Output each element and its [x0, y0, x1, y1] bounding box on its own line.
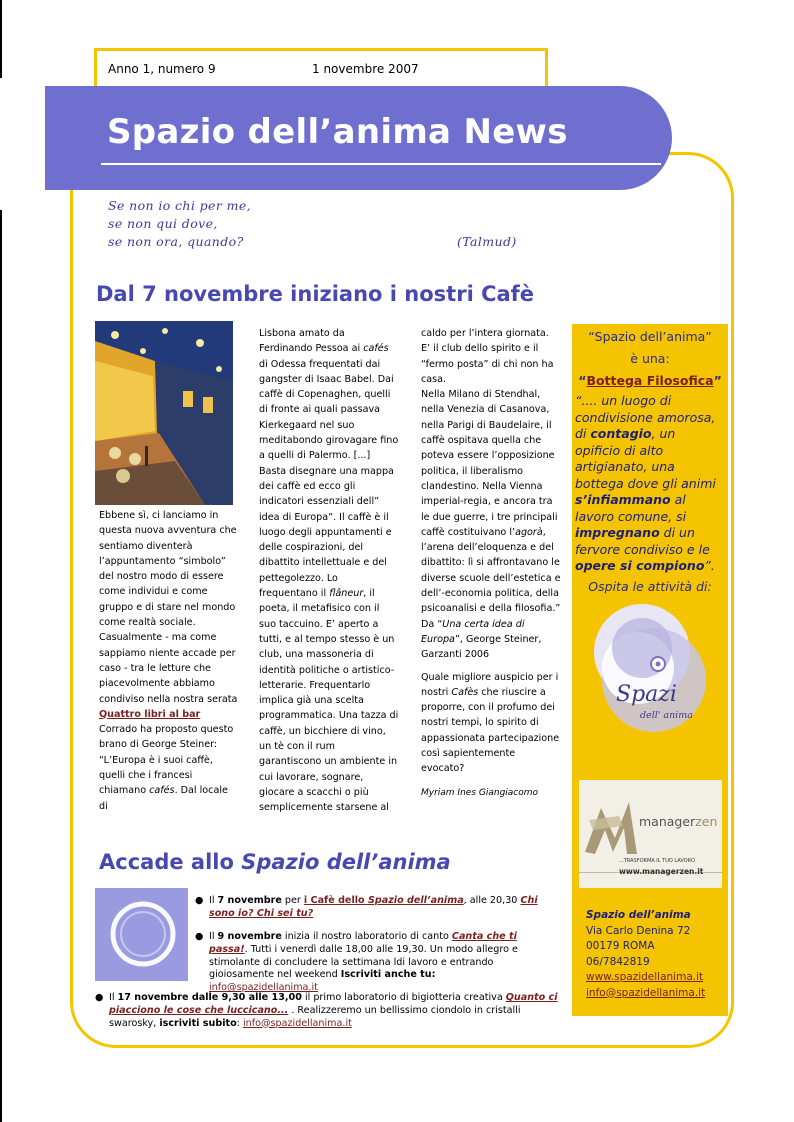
cafe-link-text: i Cafè dello: [303, 895, 368, 906]
col2-paragraph: [259, 326, 399, 816]
article-signature: Myriam Ines Giangiacomo: [421, 787, 539, 798]
article-column-3: [421, 326, 561, 801]
contact-address: [586, 908, 705, 1001]
col2-text: Lisbona amato da Ferdinando Pessoa ai: [259, 328, 364, 355]
bullet-icon: ●: [195, 931, 204, 942]
events-title: [99, 850, 451, 874]
event-text: . Realizzeremo un bellissimo ciondolo in cristalli swarosky,: [109, 1004, 521, 1029]
col1-text: Corrado ha proposto questo brano di George Steiner:: [99, 724, 234, 751]
col1-emphasis: cafés: [149, 785, 175, 797]
col3-paragraph: caldo per l’intera giornata. E’ il club dello spirito e il “fermo posta” di chi non ha casa.: [421, 328, 554, 385]
cafe-painting-image: [95, 321, 233, 505]
logo-word: Spazi: [616, 682, 677, 707]
sidebar-quote: [575, 393, 724, 575]
managerzen-url: www.managerzen.it: [619, 867, 704, 876]
event-text: , alle 20,30: [463, 895, 521, 906]
col1-paragraph: [99, 630, 239, 752]
sidebar-text: ”.: [704, 558, 715, 573]
event-text: :: [236, 1017, 243, 1029]
managerzen-wordmark: [639, 814, 717, 829]
sidebar-text: di un fervore condiviso e le: [575, 525, 710, 557]
website-link[interactable]: www.spazidellanima.it: [586, 971, 704, 983]
col3-emphasis: Una certa idea di Europa: [421, 618, 525, 645]
event-email-link[interactable]: info@spazidellanima.it: [242, 1017, 352, 1029]
bullet-icon: ●: [195, 895, 204, 906]
page-edge-mark: [0, 210, 2, 1122]
cafe-link[interactable]: [304, 895, 464, 906]
event-text: Il: [209, 931, 218, 942]
event-item-3: [95, 992, 561, 1030]
sidebar-link-wrap: “Bottega Filosofica”: [578, 373, 722, 388]
bullet-icon: ●: [95, 992, 104, 1003]
col1-text: Casualmente - ma come sappiamo niente accade per caso - tra le letture che piacevolmente abbiamo condiviso nella nostra serata: [99, 632, 238, 705]
event-date: 7 novembre: [217, 895, 282, 906]
event-cta: Iscriviti anche tu:: [340, 969, 436, 981]
col1-paragraph: Ebbene sì, ci lanciamo in questa nuova avventura che sentiamo diventerà l’appuntamento “simbolo” del nostro modo di essere come individui e come gruppo e di stare nel mondo come realtà sociale.: [99, 510, 237, 629]
quattro-libri-link[interactable]: Quattro libri al bar: [99, 708, 201, 720]
address-city: 00179 ROMA: [586, 940, 655, 952]
event-cta: iscriviti subito: [159, 1017, 237, 1029]
managerzen-logo: [579, 780, 722, 888]
col3-paragraph: [421, 617, 561, 663]
managerzen-word: manager: [639, 814, 696, 829]
col1-text: “L’Europa è i suoi caffè, quelli che i francesi chiamano: [99, 754, 213, 797]
article-title: Dal 7 novembre iniziano i nostri Cafè: [96, 282, 535, 306]
event-text: inizia il nostro laboratorio di canto: [281, 931, 452, 942]
article-column-1: [99, 508, 239, 814]
event-item-2: [195, 931, 547, 995]
events-title-emphasis: Spazio dell’anima: [241, 850, 451, 874]
event-item-1: [195, 895, 557, 921]
bottega-filosofica-link[interactable]: Bottega Filosofica: [586, 373, 714, 388]
address-phone: 06/7842819: [586, 955, 650, 968]
event-text: . Tutti i venerdì dalle 18,00 alle 19,30. Un modo allegro e stimolante di concludere la settimana ldi lavoro e entrando gioiosamente nel weekend: [209, 943, 518, 981]
col3-text: , l’arena dell’eloquenza e del dibattito: lì si affrontavano le diverse scuole dell’estetica e dell’-economia politica, della psicoanalisi e della filosofia.”: [421, 526, 561, 615]
col3-text: che riuscire a proporre, con il profumo dei nostri tempi, lo spirito di appassionata partecipazione così sapientemente evocato?: [421, 686, 560, 775]
event-email-link[interactable]: info@spazidellanima.it: [209, 982, 318, 994]
sidebar-hosts: Ospita le attività di:: [588, 578, 712, 594]
event-date: 9 novembre: [217, 931, 282, 942]
address-street: Via Carlo Denina 72: [586, 924, 691, 937]
event-text: Il: [209, 895, 218, 906]
sidebar-subheading: è una:: [630, 351, 670, 366]
event-date: 17 novembre dalle 9,30 alle 13,00: [117, 992, 302, 1003]
event-text: per: [281, 895, 304, 906]
quote-line-1: Se non io chi per me,: [108, 198, 252, 213]
logo-subword: dell' anima: [640, 710, 693, 721]
managerzen-tagline: ...TRASFORMA IL TUO LAVORO: [619, 858, 696, 864]
col2-emphasis: flâneur: [329, 588, 364, 600]
chi-sono-io-link[interactable]: Chi sono io? Chi sei tu?: [209, 895, 538, 919]
email-link[interactable]: info@spazidellanima.it: [586, 986, 706, 999]
col3-text: Da “: [421, 618, 443, 630]
col3-text: Quale migliore auspicio per i nostri: [421, 671, 559, 698]
quote-source: (Talmud): [457, 234, 517, 249]
events-title-text: Accade allo: [99, 850, 242, 874]
sidebar-text: al lavoro comune, si: [575, 492, 687, 524]
col3-text: Nella Milano di Stendhal, nella Venezia di Casanova, nella Parigi di Baudelaire, il caffè ospitava quella che poteva essere l’opposizione politica, il liberalismo clandestino. Nella Vienna imperial-regia, e ancora tra le due guerre, i tre principali caffè costituivano l’: [421, 389, 558, 538]
bigiotteria-link[interactable]: Quanto ci piacciono le cose che luccicano...: [109, 992, 558, 1016]
col3-emphasis: agorà: [515, 526, 543, 538]
banner-rule: [101, 163, 661, 165]
event-text: Il: [109, 992, 118, 1003]
issue-date: 1 novembre 2007: [312, 62, 419, 76]
address-name: Spazio dell’anima: [586, 909, 691, 921]
event-text: il primo laboratorio di bigiotteria creativa: [301, 992, 506, 1003]
col3-text: ”, George Steiner, Garzanti 2006: [421, 633, 542, 661]
col1-paragraph: [99, 753, 239, 814]
issue-number: Anno 1, numero 9: [108, 62, 216, 76]
col2-emphasis: cafés: [363, 343, 389, 355]
article-column-2: [259, 326, 399, 816]
cafe-link-emphasis: Spazio dell’anima: [367, 895, 464, 906]
quote-line-3: se non ora, quando?: [108, 234, 244, 249]
canta-che-ti-passa-link[interactable]: Canta che ti passa!: [209, 931, 517, 955]
sidebar-bold: contagio: [590, 426, 652, 441]
col3-paragraph: [421, 670, 561, 777]
col2-text: , il poeta, il metafisico con il suo taccuino. E’ aperto a tutti, e al tempo stesso è un club, una massoneria di identità politiche o artistico-letterarie. Frequentarlo implica già una scelta programmatica. Una tazza di caffè, un bicchiere di vino, un tè con il rum garantiscono un ambiente in cui lavorare, sognare, giocare a scacchi o più semplicemente starsene al: [259, 588, 399, 814]
page-edge-mark: [0, 0, 2, 78]
title-banner: [45, 86, 672, 190]
col2-text: di Odessa frequentati dai gangster di Isaac Babel. Dai caffè di Copenaghen, quelli di fronte ai quali passava Kierkegaard nel suo meditabondo girovagare fino a quelli di Palermo. [...] Basta disegnare una mappa dei caffè ed ecco gli indicatori essenziali dell” idea di Europa”. Il caffè è il luogo degli appuntamenti e delle cospirazioni, del dibattito intellettuale e del pettegolezzo. Lo frequentano il: [259, 358, 399, 600]
sidebar-heading: “Spazio dell’anima”: [588, 329, 712, 344]
managerzen-word-accent: zen: [695, 814, 718, 829]
sidebar-bold: opere si compiono: [575, 558, 705, 573]
newsletter-title: Spazio dell’anima News: [107, 112, 568, 152]
events-logo-image: [95, 888, 188, 981]
quote-line-2: se non qui dove,: [108, 216, 218, 231]
spazi-dell-anima-logo: [590, 600, 712, 735]
sidebar-bold: s’infiammano: [575, 492, 671, 507]
col3-emphasis: Cafès: [451, 686, 479, 698]
sidebar-text: , un opificio di alto artigianato, una bottega dove gli animi: [575, 426, 716, 491]
sidebar-text: “.... un luogo di condivisione amorosa, di: [575, 393, 716, 441]
sidebar-bold: impregnano: [575, 525, 660, 540]
col1-text: . Dal locale di: [99, 785, 228, 812]
col3-paragraph: [421, 387, 561, 616]
